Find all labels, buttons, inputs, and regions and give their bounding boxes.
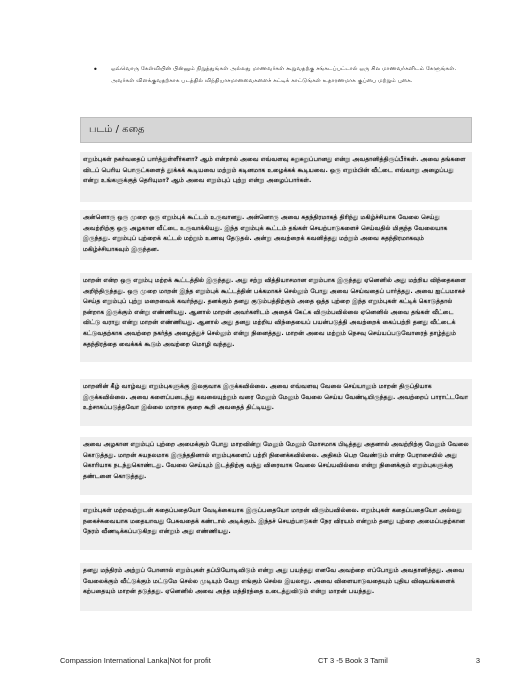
story-paragraph (80, 152, 472, 202)
paragraph-text: எறும்புகள் மற்றவற்றுடன் கதைப்பதையோ வேடிக்கையாக இருப்பதையோ மாறன் விரும்பவில்லை. எறும்புகள் கதைப்பதையோ அல்லது நகைச்சுவையாக மதையாவது பேசுவதைக் கண்டால் அடிக்கும். இந்தச் செயற்பாடுகள் நேர விரயம் என்றும் தனது புற்றை அமைப்பதற்கான நேரம் வீணடிக்கப்படுகிறது என்றும் அது எண்ணியது. (83, 507, 465, 536)
paragraph-text: மாறன் என்ற ஒரு எறும்பு மற்றக் கூட்டத்தில் இருந்தது. அது சற்று வித்தியாசமான எறும்பாக இருந்தது ஏனெனில் அது மற்றிய விந்தைகளை அறிந்திருந்தது. ஒரு முறை மாறன் இந்த எறும்புக் கூட்டத்தின் பக்கமாகச் செல்லும் போது அவை செய்வதைப் பார்த்தது. அவை ஐட்பமாகச் செய்த எறும்புப் புற்று மறைவைக் கவர்ந்தது. தனக்கும் தனது குடும்பத்திற்கும் அதை ஒத்த புற்றை இந்த எறும்புகள் கட்டிக் கொடுத்தால் நன்றாக இருக்கும் என்று எண்ணியது. ஆனால் மாறன் அவர்களிடம் அதைக் கேட்க விரும்பவில்லை ஏனெனில் அவை தங்கள் வீட்டை விட்டு வராது என்று மாறன் எண்ணியது. ஆனால் அது தனது மற்றிய விந்தையைப் பயன்படுத்தி அவற்றைக் கைப்பற்றி தனது வீட்டைக் கட்டுவதற்காக அவற்றை நகர்த்த அழைத்துச் செல்லும் என்று நினைத்தது. மாறன் அவை மற்றும் நெசவு செய்யப்படுவோரைத் தாழ்த்தும் சுதந்திரத்தை வைக்கக் கூடும் அவற்றை மொழி வந்தது. (83, 277, 466, 348)
bullet-icon: • (93, 65, 98, 74)
story-paragraph (80, 503, 472, 550)
story-paragraph (80, 273, 472, 362)
paragraph-text: அன்னொரு ஒரு முறை ஒரு எறும்புக் கூட்டம் உருவானது. அன்னொரு அவை சுதந்திரமாகத் திரிந்து மகிழ்ச்சியாக வேலை செய்து அவற்றிற்கு ஒரு அழகான வீட்டை உருவாக்கியது. இந்த எறும்புக் கூட்டம் தங்கள் செயற்பாடுகளைச் செய்வதில் மிகுந்த வேலையாக இருந்தது. எறும்புப் புற்றைக் கட்டல் மற்றும் உணவு தேடுதல். அன்று அவற்றைக் கவனித்தது மற்றும் அவை சுதந்திரமாகவும் மகிழ்ச்சியாகவும் இருந்தன. (83, 214, 448, 253)
footer-book-title: CT 3 -5 Book 3 Tamil (318, 656, 388, 665)
story-paragraph (80, 563, 472, 611)
section-title: படம் / கதை (89, 124, 145, 135)
story-paragraph (80, 379, 472, 426)
story-paragraph (80, 210, 472, 260)
instruction-text: ஒவ்வொரு கேள்வியின் பின்னும் நிறுத்துங்கள் அல்லது மாணவர்கள் கூறுவதற்கு சங்கடப்பட்டால் ஒரு சில மாணவர்களிடம் கேளுங்கள். அவர்கள் விளக்குவதற்காக படத்தில் விந்தியாசமானவைகளைச் சுட்டிக் காட்டுங்கள் உதாரணமாக குப்பை மற்றும் புகை. (111, 66, 457, 84)
section-header (80, 117, 472, 143)
paragraph-text: தனது மந்திரம் அற்றுப் போனால் எறும்புகள் தப்பியோடிவிடும் என்று அது பயந்தது எனவே அவற்றை எப்போதும் அவதானித்தது. அவை வேலைக்கும் வீட்டுக்கும் மட்டுமே செல்ல முடியும் வேறு எங்கும் செல்ல இயலாது. அவை விளையாடுவதையும் புதிய விஷயங்களைக் கற்பதையும் மாறன் தடுத்தது. ஏனெனில் அவை அந்த மந்திரத்தை உடைத்துவிடும் என்று மாறன் பயந்தது. (83, 567, 465, 596)
paragraph-text: மாறனின் கீழ் வாழ்வது எறும்புகளுக்கு இலகுவாக இருக்கவில்லை. அவை எவ்வளவு வேலை செய்யாலும் மாறன் திருப்தியாக இருக்கவில்லை. அவை களைப்படைந்து கவலையுற்றும் வரை மேலும் மேலும் வேலை செய்ய வேண்டியிருந்தது. அவற்றைப் பாராட்டவோ உற்சாகப்படுத்தவோ இல்லை மாறாக குறை கூறி அவதைத் திட்டியது. (83, 383, 469, 412)
page-footer (60, 656, 480, 668)
paragraph-text: எறும்புகள் நகர்வதைப் பார்த்துள்ளீர்களா? ஆம் என்றால் அவை எவ்வளவு சுறுசுறுப்பானது என்று அவதானித்திருப்பீர்கள். அவை தங்களை விடப் பெரிய பொருட்களைத் தூக்கக் கூடியவை மற்றும் கடினமாக உழைக்கக் கூடியவை. ஒரு எறும்பின் வீட்டை எவ்வாறு அழைப்பது என்று உங்களுக்குத் தெரியுமா? ஆம் அவை எறும்புப் புற்று என்று அழைப்பார்கள். (83, 156, 466, 185)
paragraph-text: அவை அழகான எறும்புப் புற்றை அமைக்கும் போது மாறவின்று மேலும் மேலும் மோசமாக பிடித்தது அதனால் அவற்றிற்கு மேலும் வேலை கொடுத்தது. மாறன் சுயநலமாக இருந்ததினால் எறும்புகளைப் பற்றி நினைக்கவில்லை. அதிகம் பெற வேண்டும் என்ற பேராசையில் அது கொரியாக நடந்துகொண்டது. வேலை செய்யும் இடத்திற்கு வந்து விரைவாக வேலை செய்யவில்லை என்று நினைக்கும் எறும்புகளுக்கு தண்டனை கொடுத்தது. (83, 441, 469, 480)
instruction-bullet (93, 64, 461, 87)
page-number: 3 (475, 656, 480, 665)
footer-organization: Compassion International Lanka|Not for profit (60, 656, 211, 665)
story-paragraph (80, 437, 472, 495)
